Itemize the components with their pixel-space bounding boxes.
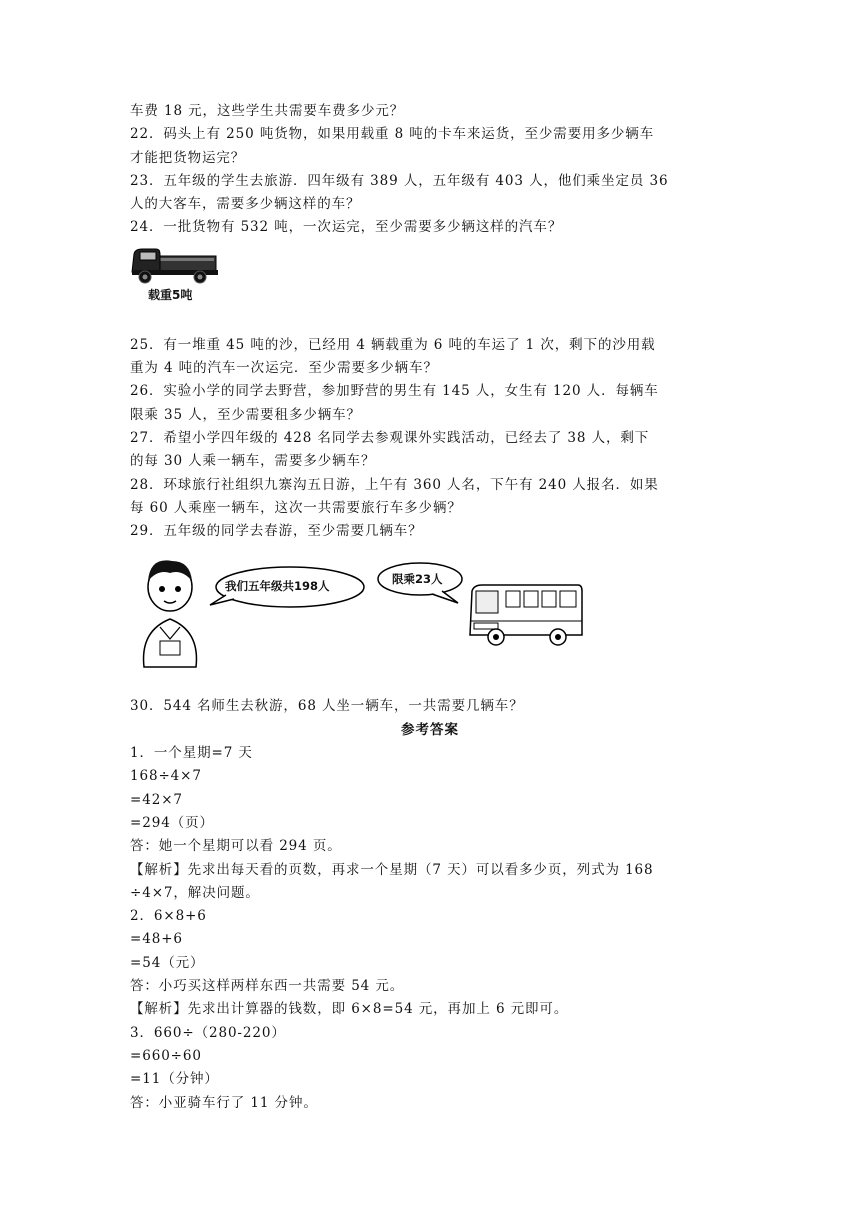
text-line: 26．实验小学的同学去野营，参加野营的男生有 145 人，女生有 120 人．每辆车 [130,383,659,400]
text-line: 29．五年级的同学去春游，至少需要几辆车？ [130,523,423,540]
truck-caption: 载重5吨 [148,287,193,302]
answer-line: =48+6 [130,931,183,948]
text-line: 人的大客车，需要多少辆这样的车？ [130,196,361,213]
text-line: 30．544 名师生去秋游，68 人坐一辆车，一共需要几辆车？ [130,698,524,715]
answer-line: 【解析】先求出每天看的页数，再求一个星期（7 天）可以看多少页，列式为 168 [130,861,654,878]
answer-line: 答：小巧买这样两样东西一共需要 54 元。 [130,978,405,995]
text-line: 27．希望小学四年级的 428 名同学去参观课外实践活动，已经去了 38 人，剩下 [130,429,650,446]
answer-line: ÷4×7，解决问题。 [130,884,260,901]
answer-line: =54（元） [130,954,205,971]
answer-line: =294（页） [130,814,214,831]
text-line: 的每 30 人乘一辆车，需要多少辆车？ [130,453,376,470]
answer-title: 参考答案 [401,721,459,738]
text-line: 23．五年级的学生去旅游．四年级有 389 人，五年级有 403 人，他们乘坐定员 36 [130,172,669,189]
text-line: 重为 4 吨的汽车一次运完．至少需要多少辆车？ [130,360,438,377]
problems-part-1 [130,100,730,240]
speech-bubble-text-2: 限乘23人 [392,572,443,587]
answer-line: =42×7 [130,791,183,808]
text-line: 每 60 人乘座一辆车，这次一共需要旅行车多少辆？ [130,499,462,516]
document-page [130,100,730,1115]
text-line: 28．环球旅行社组织九寨沟五日游，上午有 360 人名，下午有 240 人报名．如果 [130,476,659,493]
answer-line: 1．一个星期=7 天 [130,745,253,762]
text-line: 25．有一堆重 45 吨的沙，已经用 4 辆载重为 6 吨的车运了 1 次，剩下的沙用载 [130,336,656,353]
truck-icon [130,246,220,286]
answer-line: 2．6×8+6 [130,908,207,925]
answer-line: 答：她一个星期可以看 294 页。 [130,838,342,855]
spring-trip-illustration [130,547,730,675]
text-line: 22．码头上有 250 吨货物，如果用载重 8 吨的卡车来运货，至少需要用多少辆车 [130,126,655,143]
answers-section [130,742,730,1115]
answer-line: =660÷60 [130,1047,202,1064]
text-line: 24．一批货物有 532 吨，一次运完，至少需要多少辆这样的汽车？ [130,219,563,236]
truck-figure [130,246,230,312]
answer-line: 【解析】先求出计算器的钱数，即 6×8=54 元，再加上 6 元即可。 [130,1001,569,1018]
text-line: 才能把货物运完？ [130,149,246,166]
bus-icon [466,581,586,651]
problems-part-2 [130,334,730,544]
speech-bubble-text-1: 我们五年级共198人 [225,579,330,594]
answer-line: 168÷4×7 [130,768,202,785]
text-line: 限乘 35 人，至少需要租多少辆车？ [130,406,361,423]
text-line: 车费 18 元，这些学生共需要车费多少元？ [130,103,405,119]
answer-line: 答：小亚骑车行了 11 分钟。 [130,1094,318,1111]
boy-icon [130,549,210,669]
answer-line: 3．660÷（280-220） [130,1024,286,1041]
answer-line: =11（分钟） [130,1071,219,1088]
